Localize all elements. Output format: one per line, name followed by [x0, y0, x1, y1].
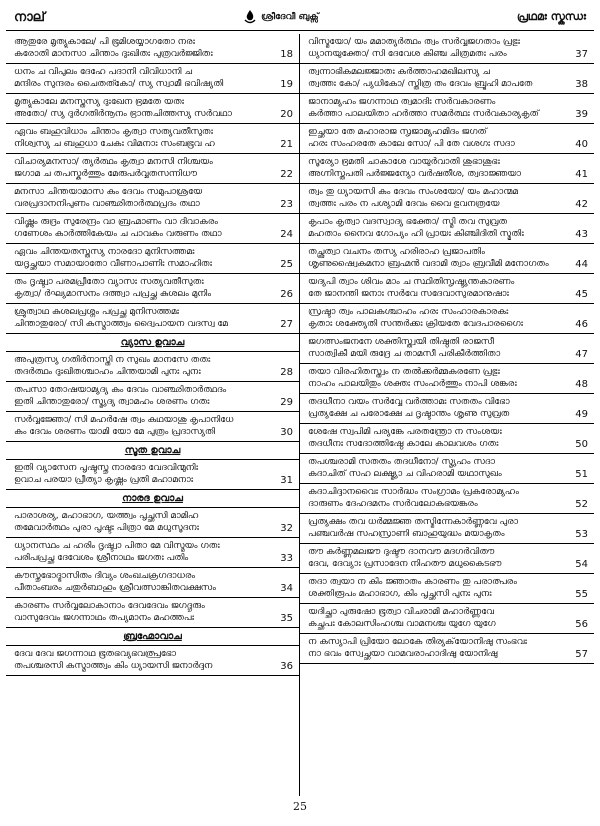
verse-line: തയാ വിരഹിതസ്ത്വം ന തൽക്കർമ്മകരണേ പ്രഭുഃ [308, 367, 500, 377]
verse-block [6, 94, 299, 124]
verse-number: 45 [575, 288, 588, 300]
verse-line: തൗ കർണ്ണമലജൗ ദുഷ്ടൗ ദാനവൗ മദഗർവിതൗ [308, 547, 495, 557]
verse-line: ഇച്ഛയാ തേ മഹാരാജ സൃജാമ്യഹമിദം ജഗത് [308, 127, 487, 137]
verse-line: ത്വം തു ധ്യായസി കം ദേവം സംശയോ/ യം മഹാന്മമ [308, 187, 519, 197]
verse-line: ത്വത്തഃ കോ/ പ്യധികോ/ സ്തിത്ര തം ദേവം ബ്രൂഹി മാപതേ [308, 79, 533, 90]
verse-block [6, 244, 299, 274]
verse-line: ചിന്താതുരോ/ സി കസ്മാത്ത്വം ദ്വൈപായന വദസ്വ മേ [14, 319, 228, 330]
verse-number: 28 [280, 366, 293, 378]
verse-number: 30 [280, 426, 293, 438]
verse-line: ധ്യാനസ്ഥം ച ഹരിം ദൃഷ്ട്വാ പിതാ മേ വിസ്മയം ഗതഃ [14, 541, 220, 551]
verse-line: കദാചിത് സഹ ലക്ഷ്മ്യാ ച വിഹരാമി യഥാസുഖം [308, 469, 502, 480]
verse-line: മന്ദിരം സുന്ദരം ചൈതത്കോ/ സ്യ സ്വാമീ ഭവിഷ്യതി [14, 79, 224, 90]
verse-line: പഞ്ചവർഷ സഹസ്രാണി ബാഹുയുദ്ധം മയാകൃതം [308, 529, 505, 540]
verse-line: ഏവം ചിന്തയതസ്തസ്യ നാരദോ മുനിസത്തമഃ [14, 247, 195, 257]
verse-line: നിശ്വസ്യ ച ബഹുധാ ചേകഃ വിമനാഃ സംബഭൂവ ഹ [14, 139, 215, 150]
verse-block [300, 634, 594, 664]
verse-number: 43 [575, 228, 588, 240]
verse-line: ജാനാമ്യഹം ജഗന്നാഥ ത്വമാദിഃ സർവകാരണം [308, 97, 496, 107]
header-right-title: പ്രഥമഃ സ്കന്ധഃ [516, 10, 586, 23]
verse-line: തപശ്ചരസി കസ്മാത്ത്വം കിം ധ്യായസി ജനാർദ്ദന [14, 661, 213, 672]
verse-number: 46 [575, 318, 588, 330]
verse-line: വിഷ്ണും രുദ്രം സുരേന്ദ്രം വാ ബ്രഹ്മാണം വാ ദിവാകരം [14, 217, 218, 227]
verse-block [6, 184, 299, 214]
verse-line: ജഗാമ ച തപസ്കർത്തും മേരുപർവ്വതസന്നിധൗ [14, 169, 197, 180]
verse-block [300, 574, 594, 604]
verse-block [6, 538, 299, 568]
verse-line: നാഹം പാലയിതും ശക്തഃ സംഹർത്തും നാപി ശങ്കരഃ [308, 379, 517, 390]
verse-number: 52 [575, 498, 588, 510]
verse-line: കച്ഛപഃ കോലസിംഹശ്ച വാമനശ്ച യുഗേ യുഗേ [308, 619, 496, 630]
verse-block [300, 424, 594, 454]
verse-number: 26 [280, 288, 293, 300]
verse-line: ശ്രുത്വാഥ കുശലപ്രശ്നം പപ്രച്ഛ മുനിസത്തമഃ [14, 307, 179, 317]
verse-line: മനസാ ചിന്തയാമാസ കം ദേവം സമുപാശ്രയേ [14, 187, 203, 197]
verse-block [300, 154, 594, 184]
verse-number: 55 [575, 588, 588, 600]
verse-number: 38 [575, 78, 588, 90]
verse-block [300, 94, 594, 124]
verse-line: കാരണം സർവ്വലോകാനാം ദേവദേവം ജഗദ്ഗുരും [14, 601, 205, 611]
verse-line: യദൃച്ഛയാ സമായാതോ വീണാപാണിഃ സമാഹിതഃ [14, 259, 212, 270]
verse-line: ദേവ ദേവ ജഗന്നാഥ ഭൂതഭവ്യഭവത്പ്രഭോ [14, 649, 176, 659]
verse-number: 21 [280, 138, 293, 150]
verse-line: ഗണേശം കാർത്തികേയം ച പാവകം വരുണം തഥാ [14, 229, 222, 240]
verse-line: തച്ഛ്രുത്വാ വചനം തസ്യ ഹരിരാഹ പ്രജാപതിം [308, 247, 485, 257]
verse-line: കർത്താ പാലയിതാ ഹർത്താ സമർത്ഥഃ സർവകാര്യകൃത് [308, 109, 539, 120]
verse-line: ഉവാച പരയാ പ്രീത്യാ കൃഷ്ണം പ്രതി മഹാമനാഃ [14, 475, 194, 486]
verse-line: ദാരുണം ദേഹദമനം സർവലോകഭയങ്കരം [308, 499, 478, 510]
verse-number: 36 [280, 660, 293, 672]
verse-line: വാസുദേവം ജഗന്നാഥം തപ്യമാനം മഹത്തപഃ [14, 613, 195, 624]
verse-line: തമേവാർത്ഥം പുരാ പൃഷ്ടഃ പിത്രാ മേ മധുസൂദനഃ [14, 523, 199, 534]
verse-block [6, 382, 299, 412]
verse-line: വിസ്മയോ/ യം മമാത്യർത്ഥം ത്വം സർവ്വജഗതാം പ്രഭുഃ [308, 37, 520, 47]
verse-number: 48 [575, 378, 588, 390]
verse-number: 42 [575, 198, 588, 210]
verse-block [300, 124, 594, 154]
verse-line: സൂര്യോ ഭ്രമതി ചാകാശേ വായുർവാതി ശുഭാശുഭഃ [308, 157, 500, 167]
verse-number: 19 [280, 78, 293, 90]
verse-line: ഏവം ബഹുവിധാം ചിന്താം കൃത്വാ സത്യവതീസുതഃ [14, 127, 213, 137]
verse-block [300, 304, 594, 334]
verse-line: ശൃണുഷ്വൈകമനാ ബ്രഹ്മൻ വദാമി ത്വാം ബ്രവീമി മനോഗതം [308, 259, 549, 270]
verse-block [300, 334, 594, 364]
verse-number: 35 [280, 612, 293, 624]
verse-line: പീതാംബരം ചതുർബാഹും ശ്രീവത്സാങ്കിതവക്ഷസം [14, 583, 216, 594]
verse-line: തപസാ തോഷയാമ്യദ്യ കം ദേവം വാഞ്ഛിതാർത്ഥദം [14, 385, 227, 395]
verse-line: കരോതി മാനസാ ചിന്താം ദുഃഖിതഃ പുത്രവർജ്ജിതഃ [14, 49, 213, 60]
speaker-heading [6, 334, 299, 352]
verse-block [300, 274, 594, 304]
verse-number: 37 [575, 48, 588, 60]
text-columns [6, 34, 594, 796]
verse-line: കൃത്വാ/ ർഘ്യമാസനം ദത്ത്വാ പപ്രച്ഛ കുശലം മുനിം [14, 289, 211, 300]
verse-block [6, 568, 299, 598]
page-number: 25 [293, 800, 307, 813]
verse-block [6, 352, 299, 382]
verse-number: 34 [280, 582, 293, 594]
verse-number: 22 [280, 168, 293, 180]
verse-block [300, 454, 594, 484]
verse-number: 56 [575, 618, 588, 630]
verse-block [300, 244, 594, 274]
header-center [243, 9, 319, 25]
verse-line: കൃതാഃ ശക്ത്യേതി സന്തർക്കഃ ക്രിയതേ വേദപാരഗൈഃ [308, 319, 523, 330]
verse-line: ധനം ച വിപുലം ദേഹേ പദാനി വിവിധാനി ച [14, 67, 193, 77]
verse-block [300, 394, 594, 424]
verse-block [6, 124, 299, 154]
verse-line: വിചാര്യമനസാ/ ത്യർത്ഥം കൃത്വാ മനസി നിശ്ചയം [14, 157, 213, 167]
verse-number: 44 [575, 258, 588, 270]
speaker-heading [6, 442, 299, 460]
verse-line: ദേവ, ദേവ്യാഃ പ്രസാദേന നിഹതൗ മധുകൈടഭൗ [308, 559, 502, 570]
verse-number: 50 [575, 438, 588, 450]
verse-line: പ്രത്യക്ഷം തവ ധർമ്മജ്ഞ തസ്മിന്നേകാർണ്ണവേ പുരാ [308, 517, 519, 527]
verse-number: 40 [575, 138, 588, 150]
verse-line: ത്വത്തഃ പരം ന പശ്യാമി ദേവം വൈ ഭുവനത്രയേ [308, 199, 500, 210]
speaker-heading-text: നാരദ ഉവാച [122, 493, 183, 504]
verse-block [6, 508, 299, 538]
verse-line: സാത്വികീ മയി രുദ്രേ ച താമസീ പരികീർത്തിതാ [308, 349, 501, 360]
verse-line: തദാ ത്വയാ ന കിം ജ്ഞാതം കാരണം തു പരാത്പരം [308, 577, 517, 587]
verse-number: 27 [280, 318, 293, 330]
verse-line: ജഗത്സംജനനേ ശക്തിസ്ത്വയി തിഷ്ഠതി രാജസീ [308, 337, 494, 347]
verse-line: അപുത്രസ്യ ഗതിർനാസ്തി ന സുഖം മാനസേ തതഃ [14, 355, 211, 365]
verse-line: ശക്തിരൂപം മഹാഭാഗ, കിം പൃച്ഛസി പുനഃ പുനഃ [308, 589, 492, 600]
verse-block [6, 460, 299, 490]
verse-number: 18 [280, 48, 293, 60]
page-header [6, 4, 594, 31]
verse-number: 32 [280, 522, 293, 534]
speaker-heading [6, 490, 299, 508]
verse-block [6, 304, 299, 334]
verse-line: പാരാശര്യ, മഹാഭാഗ, യത്ത്വം പൃച്ഛസി മാമിഹ [14, 511, 199, 521]
verse-line: ആതുരേ മൃത്യുകാലേ/ പി ഭൂമിശയ്യാഗതോ നരഃ [14, 37, 195, 47]
verse-number: 25 [280, 258, 293, 270]
verse-line: ഇതി വ്യാസേന പൃഷ്ടസ്തു നാരദോ വേദവിന്മുനിഃ [14, 463, 199, 473]
verse-block [300, 34, 594, 64]
verse-line: കദാചിദ്ദാനവൈഃ സാർദ്ധം സംഗ്രാമം പ്രകരോമ്യഹം [308, 487, 519, 497]
verse-line: കൃപാം കൃത്വാ വദസ്വാദ്യ ഭക്തോ/ സ്മി തവ സുവ്രത [308, 217, 508, 227]
verse-number: 33 [280, 552, 293, 564]
left-column [6, 34, 300, 796]
verse-number: 23 [280, 198, 293, 210]
verse-line: വരപ്രദാനനിപുണം വാഞ്ഛിതാർത്ഥപ്രദം തഥാ [14, 199, 200, 210]
verse-number: 24 [280, 228, 293, 240]
lamp-logo-icon [243, 9, 257, 25]
verse-line: സർവ്വജ്ഞോ/ സി മഹർഷേ ത്വം കഥയാശു കൃപാനിധേ [14, 415, 234, 425]
verse-line: യദ്യപി ത്വാം ശിവം മാം ച സ്ഥിതിസൃഷ്ട്യന്തകാരണം [308, 277, 515, 287]
verse-line: അതോ/ സ്യ ദുർഗതിർനൂനം ഭ്രാന്തചിത്തസ്യ സർവഥാ [14, 109, 232, 120]
verse-line: ധ്യാനയുക്തോ/ സി ദേവേശ കിഞ്ച ചിത്രമതഃ പരം [308, 49, 507, 60]
verse-line: ശേഷേ സ്വപിമി പര്യങ്കേ പരതന്ത്രോ ന സംശയഃ [308, 427, 502, 437]
verse-line: കം ദേവം ശരണം യാമി യോ മേ പുത്രം പ്രദാസ്യതി [14, 427, 216, 438]
verse-line: ഇതി ചിന്താതുരോ/ സ്മ്യദ്യ ത്വാമഹം ശരണം ഗതഃ [14, 397, 210, 408]
verse-block [300, 64, 594, 94]
verse-number: 49 [575, 408, 588, 420]
verse-block [300, 184, 594, 214]
verse-line: മഹതാം നൈവ ഗോപ്യം ഹി പ്രായഃ കിഞ്ചിദിതി സ്മൃതിഃ [308, 229, 524, 240]
header-publisher: ശ്രീദേവീ ബുക്സ് [261, 12, 319, 22]
verse-line: മൃത്യുകാലേ മനസ്തസ്യ ദുഃഖേന ഭ്രമതേ യതഃ [14, 97, 185, 107]
verse-line: നാ ഭവം സ്വേച്ഛയാ വാമവരാഹാദിഷു യോനിഷു [308, 649, 498, 660]
verse-number: 57 [575, 648, 588, 660]
verse-line: ന കസ്യാപി പ്രിയോ ലോകേ തിര്യക്‌യോനിഷു സംഭവഃ [308, 637, 527, 647]
verse-block [300, 364, 594, 394]
verse-line: യദിച്ഛാ പുരുഷോ ഭൂത്വാ വിചരാമി മഹാർണ്ണവേ [308, 607, 494, 617]
verse-number: 47 [575, 348, 588, 360]
verse-block [6, 646, 299, 676]
verse-block [300, 544, 594, 574]
verse-number: 51 [575, 468, 588, 480]
verse-block [6, 154, 299, 184]
verse-line: സ്രഷ്ടാ ത്വം പാലകശ്ചാഹം ഹരഃ സംഹാരകാരകഃ [308, 307, 509, 317]
verse-line: തദധീനഃ സദോത്തിഷ്ഠേ കാലേ കാലവശം ഗതഃ [308, 439, 499, 450]
verse-block [300, 604, 594, 634]
speaker-heading-text: വ്യാസ ഉവാച [120, 337, 185, 348]
verse-line: പ്രത്യക്ഷേ ച പരോക്ഷേ ച ദൃഷ്ടാന്തം ശൃണു സുവ്രത [308, 409, 510, 420]
speaker-heading-text: സൂത ഉവാച [124, 445, 181, 456]
verse-number: 20 [280, 108, 293, 120]
verse-block [300, 514, 594, 544]
verse-block [6, 412, 299, 442]
header-left-title: നാല് [14, 9, 45, 25]
verse-block [6, 598, 299, 628]
verse-line: കൗസ്തുഭോദ്ഭാസിതം ദിവ്യം ശംഖചക്രഗദാധരം [14, 571, 196, 581]
verse-line: ത്വന്നാഭികമലജ്ജാതഃ കർത്താഹമഖിലസ്യ ച [308, 67, 490, 77]
right-column [300, 34, 594, 796]
verse-block [6, 34, 299, 64]
verse-number: 54 [575, 558, 588, 570]
speaker-heading [6, 628, 299, 646]
verse-line: തേ ജാനന്തി ജനാഃ സർവേ സദേവാസുരമാനുഷാഃ [308, 289, 509, 300]
verse-number: 39 [575, 108, 588, 120]
verse-block [300, 484, 594, 514]
verse-block [6, 214, 299, 244]
verse-number: 41 [575, 168, 588, 180]
speaker-heading-text: ബ്രഹ്മോവാച [123, 631, 182, 642]
verse-number: 53 [575, 528, 588, 540]
verse-line: പരിപപ്രച്ഛ ദേവേശം ശ്രീനാഥം ജഗതഃ പതിം [14, 553, 189, 564]
verse-line: തദധീനാ വയം സർവ്വേ വർത്താമഃ സതതം വിഭോ [308, 397, 510, 407]
verse-number: 31 [280, 474, 293, 486]
verse-number: 29 [280, 396, 293, 408]
verse-line: ഹരഃ സംഹരതേ കാലേ സോ/ പി തേ വശഗഃ സദാ [308, 139, 515, 150]
verse-line: അഗ്നിസ്തപതി പർജ്ജന്യോ വർഷതീശ, ത്വദാജ്ഞയാ [308, 169, 521, 180]
verse-line: തപശ്ചരാമി സതതം തദധീനോ/ സ്മ്യഹം സദാ [308, 457, 495, 467]
verse-line: തദർത്ഥം ദുഃഖിതശ്ചാഹം ചിന്തയാമി പുനഃ പുനഃ [14, 367, 201, 378]
verse-block [6, 64, 299, 94]
verse-line: തം ദൃഷ്ട്വാ പരമപ്രീതോ വ്യാസഃ സത്യവതീസുതഃ [14, 277, 204, 287]
verse-block [300, 214, 594, 244]
verse-block [6, 274, 299, 304]
